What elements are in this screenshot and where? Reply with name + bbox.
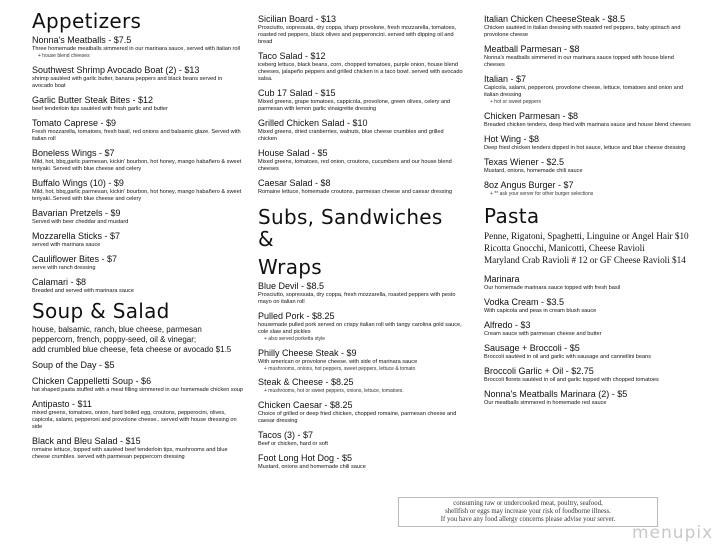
- item-desc: Mustard, onions, homemade chili sauce: [484, 167, 583, 174]
- item-desc: shrimp sautéed with garlic butter, banana peppers and black beans served in avocado boat: [32, 75, 223, 89]
- item-name: Chicken Caesar - $8.25: [258, 399, 353, 410]
- dressings-list: house, balsamic, ranch, blue cheese, parmesan peppercorn, french, poppy-seed, oil & vinegar;: [32, 324, 202, 344]
- item-desc: Breaded chicken tenders, deep fried with marinara sauce and house blend cheeses: [484, 121, 691, 128]
- menu-item: [32, 65, 244, 90]
- menu-item: [32, 35, 244, 60]
- menu-item: [484, 44, 694, 69]
- menu-item: [258, 148, 464, 173]
- item-note: + also served porketta style: [264, 336, 326, 342]
- item-name: Nonna's Meatballs Marinara (2) - $5: [484, 389, 628, 399]
- menu-item: [32, 231, 244, 249]
- menu-item: [484, 297, 694, 315]
- item-name: Cub 17 Salad - $15: [258, 88, 336, 98]
- menu-item: [484, 157, 694, 175]
- item-name: Antipasto - $11: [32, 398, 92, 409]
- item-name: Nonna's Meatballs - $7.5: [32, 35, 132, 45]
- dressing-addon: add crumbled blue cheese, feta cheese or avocado $1.5: [32, 344, 232, 354]
- menu-item: [32, 399, 244, 431]
- item-desc: Nonna's meatballs simmered in our marinara sauce topped with house blend cheeses: [484, 55, 674, 68]
- menu-item: [484, 343, 694, 361]
- menu-item: [32, 148, 244, 173]
- item-note: + house blend cheeses: [38, 53, 90, 59]
- menu-item: [258, 178, 464, 196]
- item-desc: Prosciutto, sopressata, dry coppa, sharp provolone, fresh mozzarella, tomatoes, roasted red peppers, black olives and pepperoncini. served with dipping oil and bread: [258, 25, 457, 45]
- menu-item: [32, 376, 244, 394]
- menu-item: [32, 254, 244, 272]
- menu-item: [484, 320, 694, 338]
- menu-item: [32, 436, 244, 461]
- item-desc: Prosciutto, sopressata, dry coppa, fresh mozzarella, roasted peppers with pesto mayo on italian roll: [258, 292, 456, 305]
- menu-item: [32, 277, 244, 295]
- menu-item: [32, 360, 244, 371]
- menu-item: [258, 377, 464, 395]
- item-name: Tomato Caprese - $9: [32, 117, 117, 128]
- menu-item: [258, 430, 464, 448]
- item-name: Italian Chicken CheeseSteak - $8.5: [484, 14, 626, 24]
- item-name: Soup of the Day - $5: [32, 359, 115, 370]
- menu-item: [484, 274, 694, 292]
- item-desc: Our meatballs simmered in homemade red sauce: [484, 400, 607, 406]
- item-name: Boneless Wings - $7: [32, 147, 115, 158]
- item-name: Alfredo - $3: [484, 320, 531, 330]
- pasta-line: Penne, Rigatoni, Spaghetti, Linguine or Angel Hair $10: [484, 231, 689, 241]
- item-name: Bavarian Pretzels - $9: [32, 207, 121, 218]
- subs-heading-line1: Subs, Sandwiches &: [258, 205, 443, 251]
- item-desc: Mixed greens, grape tomatoes, cappicola, provolone, green olives, celery and parmesan with lemon garlic vinaigrette dressing: [258, 99, 451, 112]
- item-note: + hot or sweet peppers: [490, 99, 542, 105]
- menu-item: [484, 74, 694, 106]
- item-name: Broccoli Garlic + Oil - $2.75: [484, 366, 594, 376]
- pasta-line: Ricotta Gnocchi, Manicotti, Cheese Ravioli: [484, 243, 645, 253]
- item-name: Taco Salad - $12: [258, 51, 326, 61]
- item-desc: serve with ranch dressing: [32, 264, 96, 271]
- menu-item: [258, 281, 464, 306]
- item-name: Pulled Pork - $8.25: [258, 311, 335, 321]
- item-desc: Served with beer cheddar and mustard: [32, 218, 129, 225]
- disclaimer-line: shellfish or eggs may increase your risk of foodborne illness.: [445, 507, 611, 515]
- item-desc: romaine lettuce, topped with sautéed beef tenderloin tips, mushrooms and blue cheese crumbles. served with parmesan peppercorn dressing: [32, 446, 228, 460]
- menu-item: [32, 118, 244, 143]
- menu-column-3: [484, 14, 694, 412]
- item-note: + mushrooms, hot or sweet peppers, onions, lettuce, tomatoes.: [264, 388, 404, 394]
- item-name: Blue Devil - $8.5: [258, 281, 325, 291]
- item-desc: iceberg lettuce, black beans, corn, chopped tomatoes, purple onion, house blend cheeses, jalapeño peppers and grilled chicken in a taco bowl. served with avocado salsa.: [258, 62, 463, 82]
- item-desc: Our homemade marinara sauce topped with fresh basil: [484, 285, 621, 291]
- menu-item: [258, 14, 464, 46]
- item-name: Garlic Butter Steak Bites - $12: [32, 94, 154, 105]
- menu-item: [258, 88, 464, 113]
- item-name: Chicken Parmesan - $8: [484, 110, 579, 121]
- item-name: 8oz Angus Burger - $7: [484, 179, 574, 190]
- item-desc: Three homemade meatballs simmered in our marinara sauce, served with italian roll: [32, 46, 240, 52]
- item-desc: mixed greens, tomatoes, onion, hard boiled egg, croutons, pepperocini, olives, capicola, salami, pepperoni and provolone cheese.. served with house dressing on side: [32, 409, 237, 430]
- menu-item: [484, 389, 694, 407]
- menu-item: [484, 366, 694, 384]
- item-desc: Cream sauce with parmesan cheese and butter: [484, 331, 602, 337]
- item-desc: Choice of grilled or deep fried chicken, chopped romaine, parmesan cheese and caesar dressing: [258, 410, 457, 424]
- item-desc: beef tenderloin tips sautéed with fresh garlic and butter: [32, 105, 168, 112]
- item-desc: Chicken sautéed in italian dressing with roasted red peppers, baby spinach and provolone cheese: [484, 25, 681, 38]
- item-desc: Deep fried chicken tenders dipped in hot sauce, lettuce and blue cheese dressing: [484, 144, 686, 151]
- item-name: Chicken Cappelletti Soup - $6: [32, 375, 152, 386]
- item-note: + mushrooms, onions, hot peppers, sweet peppers, lettuce & tomato: [264, 365, 416, 372]
- item-desc: Beef or chicken, hard or soft: [258, 440, 328, 447]
- item-name: Texas Wiener - $2.5: [484, 156, 565, 167]
- menu-item: [258, 311, 464, 343]
- item-desc: Fresh mozzarella, tomatoes, fresh basil, red onions and balsamic glaze. Served with italian roll: [32, 128, 241, 142]
- item-desc: Romaine lettuce, homemade croutons, parmesan cheese and caesar dressing: [258, 189, 453, 195]
- menu-item: [484, 14, 694, 39]
- item-name: Sicilian Board - $13: [258, 14, 337, 24]
- menu-item: [258, 348, 464, 373]
- menupix-watermark: menupix: [632, 523, 714, 543]
- item-name: Marinara: [484, 274, 520, 284]
- item-name: Vodka Cream - $3.5: [484, 297, 565, 307]
- menu-column-1: [32, 10, 244, 466]
- item-name: Steak & Cheese - $8.25: [258, 377, 354, 387]
- item-name: Sausage + Broccoli - $5: [484, 343, 580, 353]
- item-name: House Salad - $5: [258, 148, 328, 158]
- item-name: Black and Bleu Salad - $15: [32, 435, 141, 446]
- subs-heading-line2: Wraps: [258, 255, 322, 279]
- item-name: Calamari - $8: [32, 276, 87, 287]
- food-safety-disclaimer: [398, 497, 658, 527]
- item-name: Buffalo Wings (10) - $9: [32, 177, 124, 188]
- item-desc: Capicola, salami, pepperoni, provolone cheese, lettuce, tomatoes and onion and italian dressing: [484, 85, 684, 98]
- item-desc: housemade pulled pork served on crispy italian roll with tangy carolina gold sauce, cole slaw and pickles: [258, 322, 462, 335]
- item-desc: Mild, hot, bbq,garlic parmesan, kickin' bourbon, hot honey, mango habañero & sweet teriyaki. Served with blue cheese and celery: [32, 158, 242, 172]
- item-desc: hat shaped pasta stuffed with a meat filling simmered in our homemade chicken soup: [32, 386, 244, 393]
- item-name: Tacos (3) - $7: [258, 429, 314, 440]
- item-desc: With capicola and peas in cream blush sauce: [484, 308, 597, 314]
- item-desc: Mixed greens, tomatoes, red onion, croutons, cucumbers and our house blend cheeses: [258, 159, 452, 172]
- item-desc: Mixed greens, dried cranberries, walnuts, blue cheese crumbles and grilled chicken: [258, 129, 444, 142]
- disclaimer-line: If you have any food allergy concerns please advise your server.: [440, 515, 616, 523]
- item-name: Southwest Shrimp Avocado Boat (2) - $13: [32, 64, 200, 75]
- item-name: Caesar Salad - $8: [258, 178, 331, 188]
- disclaimer-line: consuming raw or undercooked meat, poultry, seafood,: [453, 500, 603, 507]
- item-desc: Mustard, onions and homemade chili sauce: [258, 463, 366, 470]
- menu-item: [484, 111, 694, 129]
- item-name: Hot Wing - $8: [484, 133, 540, 144]
- item-name: Mozzarella Sticks - $7: [32, 230, 121, 241]
- item-desc: served with marinara sauce: [32, 241, 101, 248]
- menu-item: [258, 51, 464, 83]
- menu-item: [484, 134, 694, 152]
- soup-salad-heading: Soup & Salad: [32, 298, 170, 323]
- pasta-line: Maryland Crab Ravioli # 12 or GF Cheese Ravioli $14: [484, 255, 686, 265]
- item-name: Philly Cheese Steak - $9: [258, 347, 357, 358]
- item-desc: Broccoli sautéed in oil and garlic with sausage and cannellini beans: [484, 354, 651, 360]
- menu-item: [258, 453, 464, 471]
- menu-item: [258, 400, 464, 425]
- pasta-heading: Pasta: [484, 204, 540, 228]
- appetizers-heading: Appetizers: [32, 9, 142, 33]
- item-desc: Breaded and served with marinara sauce: [32, 287, 134, 294]
- item-desc: With american or provolone cheese. with side of marinara sauce: [258, 358, 418, 365]
- dressings-info: [32, 325, 244, 355]
- item-name: Italian - $7: [484, 74, 527, 84]
- item-name: Cauliflower Bites - $7: [32, 253, 118, 264]
- item-name: Meatball Parmesan - $8: [484, 44, 580, 54]
- item-name: Grilled Chicken Salad - $10: [258, 118, 368, 128]
- menu-item: [32, 95, 244, 113]
- menu-item: [32, 208, 244, 226]
- menu-item: [484, 180, 694, 198]
- item-name: Foot Long Hot Dog - $5: [258, 452, 353, 463]
- menu-column-2: [258, 14, 464, 476]
- pasta-choices: [484, 230, 694, 266]
- menu-item: [258, 118, 464, 143]
- item-desc: Mild, hot, bbq,garlic parmesan, kickin' bourbon, hot honey, mango habañero & sweet teriyaki..Served with blue cheese and celery: [32, 188, 242, 202]
- item-note: + ** ask your server for other burger selections: [490, 190, 594, 197]
- item-desc: Broccoli florets sautéed in oil and garlic topped with chopped tomatoes: [484, 377, 659, 383]
- menu-item: [32, 178, 244, 203]
